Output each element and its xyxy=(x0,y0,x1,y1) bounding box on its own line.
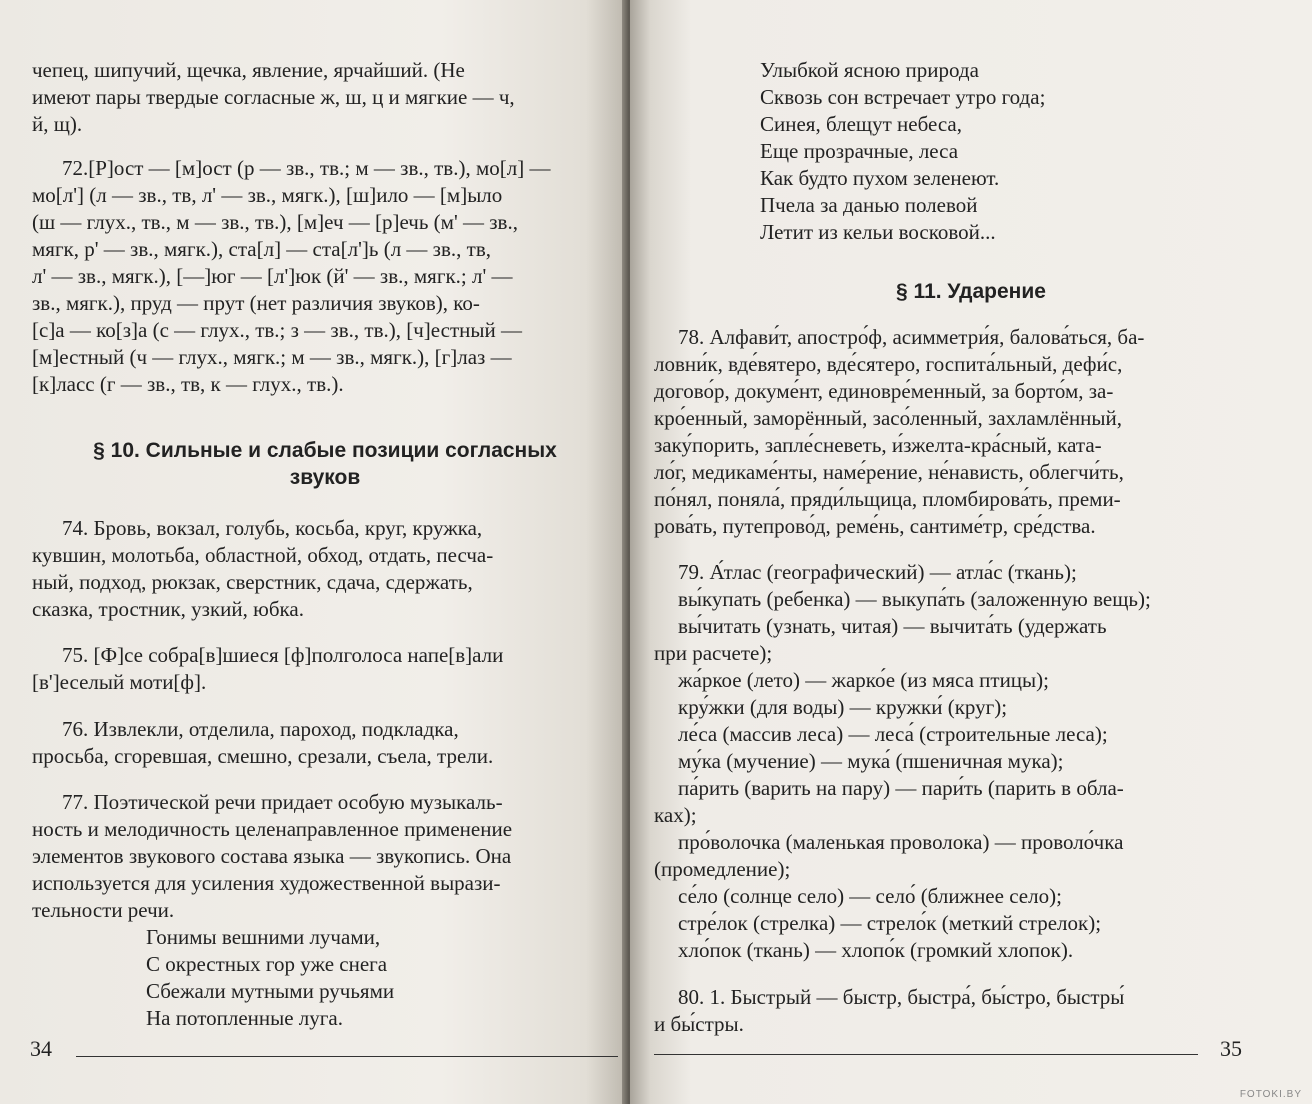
text-line: ках); xyxy=(654,803,697,827)
text-line: ность и мелодичность целенаправленное применение xyxy=(32,817,513,841)
text-line: заку́порить, запле́сневеть, и́зжелта-кра́сный, ката- xyxy=(654,433,1102,457)
text-line: 79. А́тлас (географический) — атла́с (ткань); xyxy=(678,560,1077,584)
section-heading: § 10. Сильные и слабые позиции согласных xyxy=(93,439,557,462)
poem-line: Гонимы вешними лучами, xyxy=(146,925,381,949)
text-line: стре́лок (стрелка) — стрело́к (меткий стрелок); xyxy=(678,911,1102,935)
text-line: па́рить (варить на пару) — пари́ть (парить в обла- xyxy=(678,776,1124,800)
text-line: му́ка (мучение) — мука́ (пшеничная мука); xyxy=(678,749,1064,773)
text-line: кро́енный, заморённый, засо́ленный, захламлённый, xyxy=(654,406,1123,430)
poem-line: На потопленные луга. xyxy=(146,1006,343,1030)
text-line: (ш — глух., тв., м — зв., тв.), [м]еч — [р]ечь (м' — зв., xyxy=(32,210,518,234)
poem-line: Сквозь сон встречает утро года; xyxy=(760,85,1046,109)
text-line: 75. [Ф]се собра[в]шиеся [ф]полголоса напе[в]али xyxy=(62,643,504,667)
page-number: 35 xyxy=(1220,1036,1242,1061)
poem-line: Пчела за данью полевой xyxy=(760,193,978,217)
text-line: 72.[Р]ост — [м]ост (р — зв., тв.; м — зв., тв.), мо[л] — xyxy=(62,156,551,180)
text-line: догово́р, докуме́нт, единовре́менный, за борто́м, за- xyxy=(654,379,1114,403)
text-line: 77. Поэтической речи придает особую музыкаль- xyxy=(62,790,503,814)
text-line: ловни́к, вде́вятеро, вде́сятеро, госпита́льный, дефи́с, xyxy=(654,352,1123,376)
text-line: [к]ласс (г — зв., тв, к — глух., тв.). xyxy=(32,372,344,396)
text-line: л' — зв., мягк.), [—]юг — [л']юк (й' — зв., мягк.; л' — xyxy=(32,264,513,288)
text-line: мягк, р' — зв., мягк.), ста[л] — ста[л']ь (л — зв., тв, xyxy=(32,237,491,261)
footer-rule xyxy=(654,1054,1198,1055)
page-number: 34 xyxy=(30,1036,52,1061)
text-line: при расчете); xyxy=(654,641,773,665)
text-line: ло́г, медикаме́нты, наме́рение, не́нависть, облегчи́ть, xyxy=(654,460,1124,484)
poem-line: Сбежали мутными ручьями xyxy=(146,979,395,1003)
text-line: [в']еселый моти[ф]. xyxy=(32,670,207,694)
text-line: й, щ). xyxy=(32,112,83,136)
poem-line: Летит из кельи восковой... xyxy=(760,220,996,244)
text-line: вы́читать (узнать, читая) — вычита́ть (удержать xyxy=(678,614,1107,638)
left-page xyxy=(0,0,630,1104)
text-line: чепец, шипучий, щечка, явление, ярчайший. (Не xyxy=(32,58,465,82)
text-line: мо[л'] (л — зв., тв, л' — зв., мягк.), [ш]ило — [м]ыло xyxy=(32,183,503,207)
text-line: используется для усиления художественной вырази- xyxy=(32,871,501,895)
poem-line: Улыбкой ясною природа xyxy=(760,58,979,82)
text-line: вы́купать (ребенка) — выкупа́ть (заложенную вещь); xyxy=(678,587,1151,611)
text-line: имеют пары твердые согласные ж, ш, ц и мягкие — ч, xyxy=(32,85,515,109)
poem-line: Как будто пухом зеленеют. xyxy=(760,166,1000,190)
text-line: 74. Бровь, вокзал, голубь, косьба, круг, кружка, xyxy=(62,516,483,540)
text-line: хло́пок (ткань) — хлопо́к (громкий хлопок). xyxy=(678,938,1074,962)
text-line: (промедление); xyxy=(654,857,791,881)
poem-line: С окрестных гор уже снега xyxy=(146,952,388,976)
text-line: сказка, тростник, узкий, юбка. xyxy=(32,597,304,621)
text-line: [с]а — ко[з]а (с — глух., тв.; з — зв., тв.), [ч]естный — xyxy=(32,318,522,342)
text-line: ле́са (массив леса) — леса́ (строительные леса); xyxy=(678,722,1108,746)
text-line: ный, подход, рюкзак, сверстник, сдача, сдержать, xyxy=(32,570,473,594)
text-line: тельности речи. xyxy=(32,898,175,922)
text-line: рова́ть, путепрово́д, реме́нь, сантиме́тр, сре́дства. xyxy=(654,514,1096,538)
text-line: и бы́стры. xyxy=(654,1012,744,1036)
section-heading: звуков xyxy=(289,466,361,489)
text-line: 80. 1. Быстрый — быстр, быстра́, бы́стро, быстры́ xyxy=(678,985,1125,1009)
text-line: 76. Извлекли, отделила, пароход, подкладка, xyxy=(62,717,459,741)
section-heading: § 11. Ударение xyxy=(896,280,1046,303)
footer-rule xyxy=(76,1056,618,1057)
text-line: [м]естный (ч — глух., мягк.; м — зв., мягк.), [г]лаз — xyxy=(32,345,512,369)
text-line: зв., мягк.), пруд — прут (нет различия звуков), ко- xyxy=(32,291,480,315)
poem-line: Еще прозрачные, леса xyxy=(760,139,959,163)
text-line: по́нял, поняла́, пряди́льщица, пломбирова́ть, преми- xyxy=(654,487,1121,511)
text-line: просьба, сгоревшая, смешно, срезали, съела, трели. xyxy=(32,744,494,768)
text-line: жа́ркое (лето) — жарко́е (из мяса птицы); xyxy=(678,668,1049,692)
poem-line: Синея, блещут небеса, xyxy=(760,112,962,136)
right-page xyxy=(630,0,1312,1104)
text-line: про́волочка (маленькая проволока) — проволо́чка xyxy=(678,830,1124,854)
text-line: элементов звукового состава языка — звукопись. Она xyxy=(32,844,512,868)
text-line: се́ло (солнце село) — село́ (ближнее село); xyxy=(678,884,1062,908)
watermark-text: FOTOKI.BY xyxy=(1239,1089,1302,1100)
text-line: 78. Алфави́т, апостро́ф, асимметри́я, балова́ться, ба- xyxy=(678,325,1145,349)
text-line: кувшин, молотьба, областной, обход, отдать, песча- xyxy=(32,543,494,567)
text-line: кру́жки (для воды) — кружки́ (круг); xyxy=(678,695,1008,719)
